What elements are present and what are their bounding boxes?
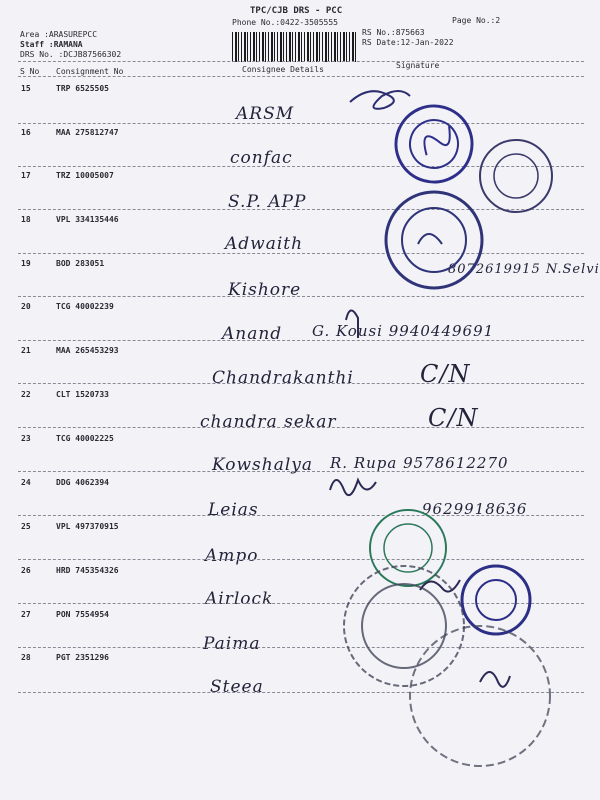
company-stamp xyxy=(462,566,530,634)
row-sno: 25 xyxy=(21,522,31,531)
rs-date: RS Date:12-Jan-2022 xyxy=(362,38,454,47)
row-sno: 19 xyxy=(21,259,31,268)
row-consignment: MAA 265453293 xyxy=(56,346,119,355)
row-consignment: TCG 40002225 xyxy=(56,434,114,443)
consignee-handwriting: Adwaith xyxy=(225,234,304,254)
column-consignee: Consignee Details xyxy=(242,65,324,74)
row-consignment: VPL 334135446 xyxy=(56,215,119,224)
company-stamp xyxy=(344,566,464,686)
document-title: TPC/CJB DRS - PCC xyxy=(250,6,343,16)
row-consignment: TRZ 10005007 xyxy=(56,171,114,180)
row-consignment: PON 7554954 xyxy=(56,610,109,619)
consignee-handwriting: Leias xyxy=(208,500,259,520)
consignee-handwriting: Chandrakanthi xyxy=(212,368,354,388)
row-consignment: BOD 283051 xyxy=(56,259,105,268)
row-sno: 24 xyxy=(21,478,31,487)
signature-handwriting: G. Kousi 9940449691 xyxy=(312,322,495,340)
signature-scribble xyxy=(480,672,510,687)
area-label: Area :ARASUREPCC xyxy=(20,30,98,39)
row-sno: 15 xyxy=(21,84,31,93)
consignee-handwriting: ARSM xyxy=(236,104,295,124)
consignee-handwriting: Anand xyxy=(222,324,283,344)
row-consignment: DDG 4062394 xyxy=(56,478,109,487)
row-consignment: TRP 6525505 xyxy=(56,84,109,93)
signature-scribble xyxy=(350,91,410,109)
signature-handwriting: C/N xyxy=(428,404,479,432)
row-sno: 26 xyxy=(21,566,31,575)
column-consignment: Consignment No xyxy=(56,67,124,76)
consignee-handwriting: Kishore xyxy=(228,280,302,300)
row-sno: 22 xyxy=(21,390,31,399)
consignee-handwriting: Ampo xyxy=(205,546,259,566)
consignee-handwriting: S.P. APP xyxy=(228,192,307,212)
column-sno: S No xyxy=(20,67,40,76)
row-sno: 18 xyxy=(21,215,31,224)
row-sno: 17 xyxy=(21,171,31,180)
row-consignment: TCG 40002239 xyxy=(56,302,114,311)
consignee-handwriting: Steea xyxy=(210,677,264,697)
company-stamp xyxy=(480,140,552,212)
row-consignment: VPL 497370915 xyxy=(56,522,119,531)
signature-handwriting: R. Rupa 9578612270 xyxy=(330,454,509,472)
consignee-handwriting: Airlock xyxy=(205,589,274,609)
row-sno: 20 xyxy=(21,302,31,311)
signature-scribble xyxy=(330,480,376,495)
company-stamp xyxy=(410,626,550,766)
row-sno: 21 xyxy=(21,346,31,355)
signature-scribble xyxy=(346,310,358,338)
row-sno: 23 xyxy=(21,434,31,443)
company-stamp xyxy=(386,192,482,288)
row-consignment: HRD 745354326 xyxy=(56,566,119,575)
column-signature: Signature xyxy=(396,61,440,70)
consignee-handwriting: Paima xyxy=(203,634,261,654)
consignee-handwriting: Kowshalya xyxy=(212,455,314,475)
company-stamp xyxy=(370,510,446,586)
row-consignment: PGT 2351296 xyxy=(56,653,109,662)
row-consignment: MAA 275812747 xyxy=(56,128,119,137)
drs-number: DRS No. :DCJB87566302 xyxy=(20,50,122,59)
rs-number: RS No.:875663 xyxy=(362,28,425,37)
phone-number: Phone No.:0422-3505555 xyxy=(232,18,338,27)
consignee-handwriting: chandra sekar xyxy=(200,412,337,432)
row-sno: 16 xyxy=(21,128,31,137)
page-number: Page No.:2 xyxy=(452,16,501,25)
signature-handwriting: 8072619915 N.Selvi xyxy=(448,262,600,277)
row-consignment: CLT 1520733 xyxy=(56,390,109,399)
consignee-handwriting: confac xyxy=(230,148,293,168)
row-sno: 27 xyxy=(21,610,31,619)
staff-label: Staff : xyxy=(20,40,54,49)
row-sno: 28 xyxy=(21,653,31,662)
staff-name: RAMANA xyxy=(53,40,83,49)
signature-handwriting: C/N xyxy=(420,360,471,388)
signature-handwriting: 9629918636 xyxy=(422,500,528,518)
company-stamp xyxy=(382,92,486,196)
